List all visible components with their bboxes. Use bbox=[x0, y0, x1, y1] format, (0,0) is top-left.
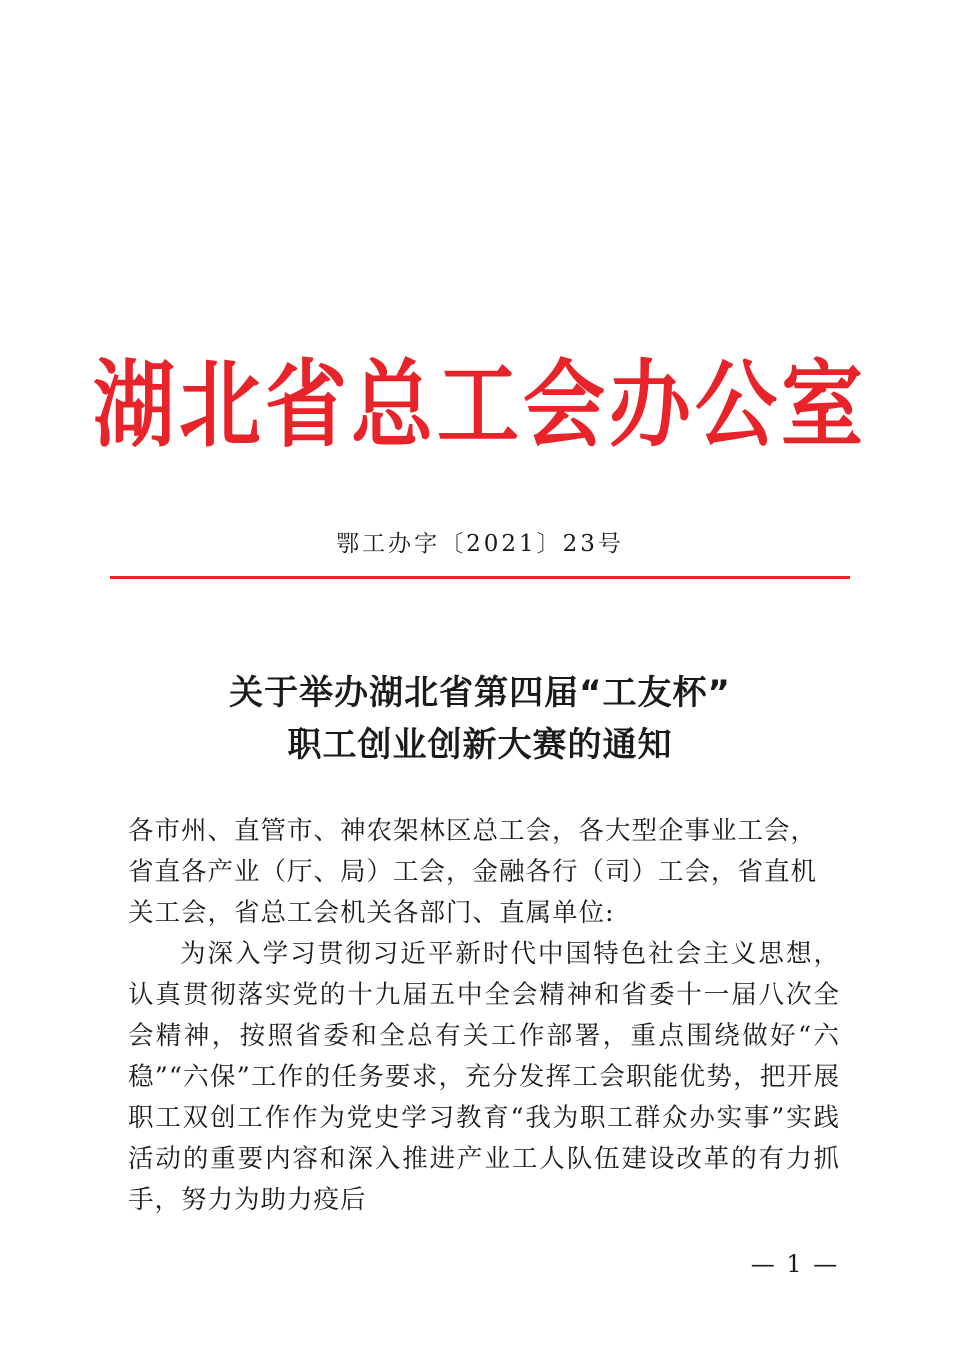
body-paragraph: 为深入学习贯彻习近平新时代中国特色社会主义思想，认真贯彻落实党的十九届五中全会精神和省委十一届八次全会精神，按照省委和全总有关工作部署，重点围绕做好“六稳”“六保”工作的任务要求，充分发挥工会职能优势，把开展职工双创工作作为党史学习教育“我为职工群众办实事”实践活动的重要内容和深入推进产业工人队伍建设改革的有力抓手，努力为助力疫后 bbox=[128, 939, 840, 1215]
document-number: 鄂工办字〔2021〕23号 bbox=[336, 531, 624, 557]
red-divider-line bbox=[110, 576, 850, 579]
issuing-organization: 湖北省总工会办公室 bbox=[92, 351, 867, 461]
document-title-line-2: 职工创业创新大赛的通知 bbox=[287, 725, 673, 765]
page-number: — 1 — bbox=[750, 1250, 840, 1278]
addressee: 各市州、直管市、神农架林区总工会，各大型企事业工会，省直各产业（厅、局）工会，金融各行（司）工会，省直机关工会，省总工会机关各部门、直属单位: bbox=[128, 816, 818, 928]
document-title-line-1: 关于举办湖北省第四届“工友杯” bbox=[229, 673, 731, 713]
